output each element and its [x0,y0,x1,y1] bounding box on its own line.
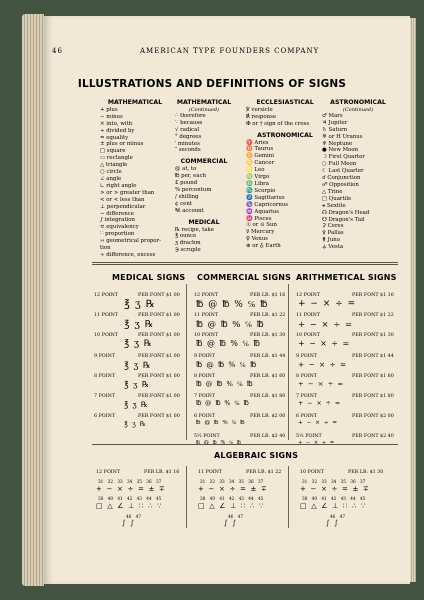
specimen-glyphs: + − × ÷ = ± ∓ [300,485,371,493]
definition-item: ▭ rectangle [100,155,133,162]
medical-signs-title: MEDICAL SIGNS [112,273,186,282]
price-label: PER FONT $2 00 [352,414,394,420]
definition-item: △ triangle [100,162,128,169]
specimen-glyphs: ℥ ʒ ℞ [124,339,153,350]
definitions-column-3 [246,100,324,250]
point-size-label: 9 POINT [94,353,116,359]
definition-item: ℀ account [175,207,204,214]
specimen-glyphs: ℔ @ ℔ % ℅ ℔ [196,359,258,369]
definition-item: ○ Full Moon [322,161,357,168]
definition-item: ℞ recipe, take [175,226,214,233]
definition-item: ∴ therefore [175,112,206,119]
definitions-column-2 [175,100,233,254]
price-label: PER LB. $1 60 [250,373,286,379]
definition-item: ♄ Saturn [322,126,348,133]
price-label: PER FONT $1 00 [138,394,180,399]
point-size-label: 5½ POINT [296,434,322,440]
definition-item: < or < less than [100,196,145,203]
definition-item: ⚵ Juno [322,237,341,244]
divider-rule [92,262,398,263]
definition-item: ∵ because [175,119,203,126]
column-heading: MEDICAL [188,218,220,226]
specimen-glyphs: ∫ ∫ [122,519,136,527]
price-label: PER FONT $1 00 [138,414,180,420]
point-size-label: 10 POINT [300,470,325,475]
definition-item: ʒ drachm [175,240,201,247]
price-label: PER FONT $1 00 [138,313,180,319]
point-size-label: 5½ POINT [194,434,220,440]
commercial-signs-title: COMMERCIAL SIGNS [197,273,292,282]
point-size-label: 10 POINT [94,333,119,339]
definition-item: % percentum [175,186,212,193]
price-label: PER FONT $1 30 [352,333,394,339]
specimen-glyphs: □ △ ∠ ⊥ ∷ ∴ ∵ [96,502,163,510]
definitions-column-1 [100,100,170,259]
definition-item: ♍ Virgo [246,174,270,181]
specimen-glyphs: ℥ ʒ ℞ [124,299,156,310]
specimen-glyphs: ℥ ʒ ℞ [124,359,152,370]
price-label: PER FONT $1 00 [138,293,180,298]
definition-item: ∠ angle [100,175,122,182]
specimen-glyphs: ℔ @ ℔ % ℅ ℔ [196,300,269,310]
specimen-glyphs: + − × ÷ = [298,299,357,309]
specimen-glyphs: + − × ÷ = ± ∓ [96,485,167,493]
price-label: PER FONT $2 40 [352,434,394,440]
definition-item: ♋ Cancer [246,160,275,167]
column-heading: COMMERCIAL [180,158,228,166]
column-heading: ECCLESIASTICAL [256,99,314,106]
definition-item: tion [100,245,111,252]
column-heading: ASTRONOMICAL [257,131,313,139]
definition-item: ″ seconds [175,147,201,154]
specimen-glyphs: ℔ @ ℔ % ℅ ℔ [196,379,254,388]
specimen-glyphs: + − × ÷ = [298,400,342,407]
continued-label: (Continued) [342,106,374,113]
figure-numbers: 46 47 [330,514,345,519]
point-size-label: 6 POINT [296,414,318,420]
definition-item: + plus [100,106,118,113]
definition-item: ☌ Conjunction [322,175,361,182]
specimen-glyphs: + − × ÷ = [298,440,336,447]
price-label: PER LB. $1 80 [250,394,286,399]
definition-item: ♀ Venus [246,236,268,243]
price-label: PER LB. $1 16 [144,470,180,475]
continued-label: (Continued) [188,106,220,113]
definitions-column-4 [322,100,394,251]
point-size-label: 8 POINT [296,373,318,379]
definition-item: @ at, to [175,166,197,173]
definition-item: √ radical [175,126,200,133]
price-label: PER LB. $1 22 [250,313,286,319]
point-size-label: 8 POINT [94,373,116,379]
definition-item: ≎ equivalency [100,224,139,231]
figure-numbers: 31 32 33 34 35 36 37 [302,479,366,484]
definition-item: ⚶ Vesta [322,244,344,251]
specimen-glyphs: ℥ ʒ ℞ [124,400,149,409]
definition-item: ℈ scruple [175,247,201,254]
price-label: PER LB. $1 30 [348,470,384,475]
figure-numbers: 38 40 41 42 43 44 45 [200,496,264,501]
point-size-label: 11 POINT [194,313,219,319]
specimen-glyphs: ℔ @ ℔ % ℅ ℔ [196,440,243,447]
definition-item: ♐ Sagittarius [246,194,285,201]
definition-item: □ Quartile [322,195,352,202]
definition-item: > or > greater than [100,189,155,196]
definition-item: ♂ Mars [322,112,343,119]
point-size-label: 9 POINT [296,353,318,359]
specimen-glyphs: + − × ÷ = [298,420,339,427]
divider-rule [92,444,398,445]
definition-item: ♏ Scorpio [246,187,276,194]
point-size-label: 6 POINT [94,414,116,420]
figure-numbers: 46 47 [228,514,243,519]
arithmetical-signs-title: ARITHMETICAL SIGNS [296,273,397,282]
column-divider [186,466,187,528]
definition-item: ♑ Capricornus [246,201,289,208]
definition-item: ∺ geometrical propor- [100,238,161,245]
price-label: PER FONT $1 00 [138,353,180,359]
specimen-glyphs: ℥ ʒ ℞ [124,319,155,331]
specimen-glyphs: + − × ÷ = ± ∓ [198,485,269,493]
specimen-glyphs: □ △ ∠ ⊥ ∷ ∴ ∵ [300,502,367,510]
definition-item: ¢ cent [175,200,192,207]
price-label: PER LB. $2 00 [250,414,286,420]
definition-item: ☍ Opposition [322,181,359,188]
specimen-glyphs: ∫ ∫ [224,519,238,527]
definition-item: ♅ or H Uranus [322,133,363,140]
point-size-label: 8 POINT [194,373,216,379]
definition-item: ° degrees [175,133,202,140]
specimen-glyphs: □ △ ∠ ⊥ ∷ ∴ ∵ [198,502,265,510]
right-page-edges [410,18,416,582]
figure-numbers: 38 40 41 42 43 44 45 [302,496,366,501]
column-heading: MATHEMATICAL [107,99,163,106]
price-label: PER LB. $1 44 [250,353,286,359]
point-size-label: 6 POINT [194,414,216,420]
price-label: PER FONT $1 16 [352,293,394,298]
definition-item: △ Trine [322,188,343,195]
price-label: PER FONT $1 44 [352,353,394,359]
figure-numbers: 31 32 33 34 35 36 37 [200,479,264,484]
running-title: AMERICAN TYPE FOUNDERS COMPANY [140,47,320,55]
definition-item: ℔ per, each [175,173,207,180]
point-size-label: 12 POINT [94,293,119,298]
definition-item: ℣ versicle [246,106,273,113]
definition-item: ♒ Aquarius [246,208,279,215]
figure-numbers: 46 47 [126,514,141,519]
point-size-label: 12 POINT [96,470,121,475]
definition-item: ⚳ Ceres [322,223,344,230]
definition-item: ☽ First Quarter [322,154,365,161]
definition-item: ∻ difference, excess [100,251,156,258]
column-heading: ASTRONOMICAL [330,99,386,106]
specimen-glyphs: ℥ ʒ ℞ [124,379,150,389]
point-size-label: 11 POINT [198,470,223,475]
specimen-glyphs: ℔ @ ℔ % ℅ ℔ [196,339,261,349]
point-size-label: 11 POINT [296,313,321,319]
point-size-label: 11 POINT [94,313,119,319]
definition-item: ⚴ Pallas [322,230,344,237]
price-label: PER LB. $1 30 [250,333,286,339]
column-divider [186,284,187,440]
definition-item: ∟ right angle [100,182,137,189]
definition-item: ′ minutes [175,140,200,147]
definition-item: / shilling [175,193,199,200]
definition-item: ⊕ or ♁ Earth [246,243,281,250]
definition-item: ♈ Aries [246,139,269,146]
point-size-label: 12 POINT [296,293,321,298]
specimen-glyphs: ℔ @ ℔ % ℅ ℔ [196,319,265,330]
definition-item: ∫ integration [100,217,135,224]
figure-numbers: 31 32 33 34 35 36 37 [98,479,162,484]
point-size-label: 7 POINT [94,394,116,399]
page-edges [22,14,44,586]
price-label: PER LB. $2 40 [250,434,286,440]
price-label: PER LB. $1 22 [246,470,282,475]
point-size-label: 7 POINT [296,394,318,399]
price-label: PER FONT $1 00 [138,333,180,339]
specimen-glyphs: + − × ÷ = [298,339,351,349]
definition-item: ± plus or minus [100,141,144,148]
price-label: PER FONT $1 22 [352,313,394,319]
specimen-glyphs: ∫ ∫ [326,519,340,527]
specimen-glyphs: + − × ÷ = [298,319,354,330]
definition-item: ∷ proportion [100,231,135,238]
point-size-label: 10 POINT [194,333,219,339]
definition-item: ⚹ Sextile [322,202,346,209]
column-heading: MATHEMATICAL [176,99,232,106]
definition-item: ♓ Pisces [246,215,272,222]
definition-item: □ square [100,148,126,155]
figure-numbers: 38 40 41 42 43 44 45 [98,496,162,501]
algebraic-signs-title: ALGEBRAIC SIGNS [214,451,299,460]
definition-item: ♉ Taurus [246,146,274,153]
definition-item: = equality [100,134,129,141]
definition-item: ℟ response [246,113,277,120]
definition-item: ♆ Neptune [322,140,353,147]
definition-item: × into, with [100,120,133,127]
definition-item: ☊ Dragon's Head [322,209,370,216]
definition-item: ● New Moon [322,147,359,154]
definition-item: ÷ divided by [100,127,135,134]
point-size-label: 7 POINT [194,394,216,399]
specimen-glyphs: ℔ @ ℔ % ℅ ℔ [196,400,250,407]
point-size-label: 10 POINT [296,333,321,339]
definition-item: ○ circle [100,169,122,176]
definition-item: ✠ or † sign of the cross [246,120,310,127]
definition-item: ☿ Mercury [246,229,275,236]
specimen-glyphs: + − × ÷ = [298,359,348,369]
definition-item: ∼ difference [100,210,134,217]
definition-item: ♎ Libra [246,180,269,187]
point-size-label: 12 POINT [194,293,219,298]
definition-item: − minus [100,113,123,120]
column-divider [288,466,289,528]
price-label: PER FONT $1 60 [352,373,394,379]
point-size-label: 9 POINT [194,353,216,359]
specimen-glyphs: + − × ÷ = [298,379,345,388]
column-divider [288,284,289,440]
price-label: PER LB. $1 16 [250,293,286,298]
definition-item: ☋ Dragon's Tail [322,216,365,223]
page-title: ILLUSTRATIONS AND DEFINITIONS OF SIGNS [77,78,347,90]
specimen-glyphs: ℥ ʒ ℞ [124,420,147,429]
definition-item: ☾ Last Quarter [322,168,364,175]
specimen-glyphs: ℔ @ ℔ % ℅ ℔ [196,420,246,427]
price-label: PER FONT $1 00 [138,373,180,379]
definition-item: ☉ or ⊙ Sun [246,222,277,229]
definition-item: £ pound [175,180,198,187]
definition-item: ⊥ perpendicular [100,203,146,210]
page-number: 46 [52,47,63,55]
definition-item: ♌ Leo [246,167,265,174]
definition-item: ♊ Gemini [246,153,274,160]
definition-item: ♃ Jupiter [322,119,348,126]
definition-item: ℥ ounce [175,233,197,240]
divider-rule [92,264,398,265]
price-label: PER FONT $1 80 [352,394,394,399]
